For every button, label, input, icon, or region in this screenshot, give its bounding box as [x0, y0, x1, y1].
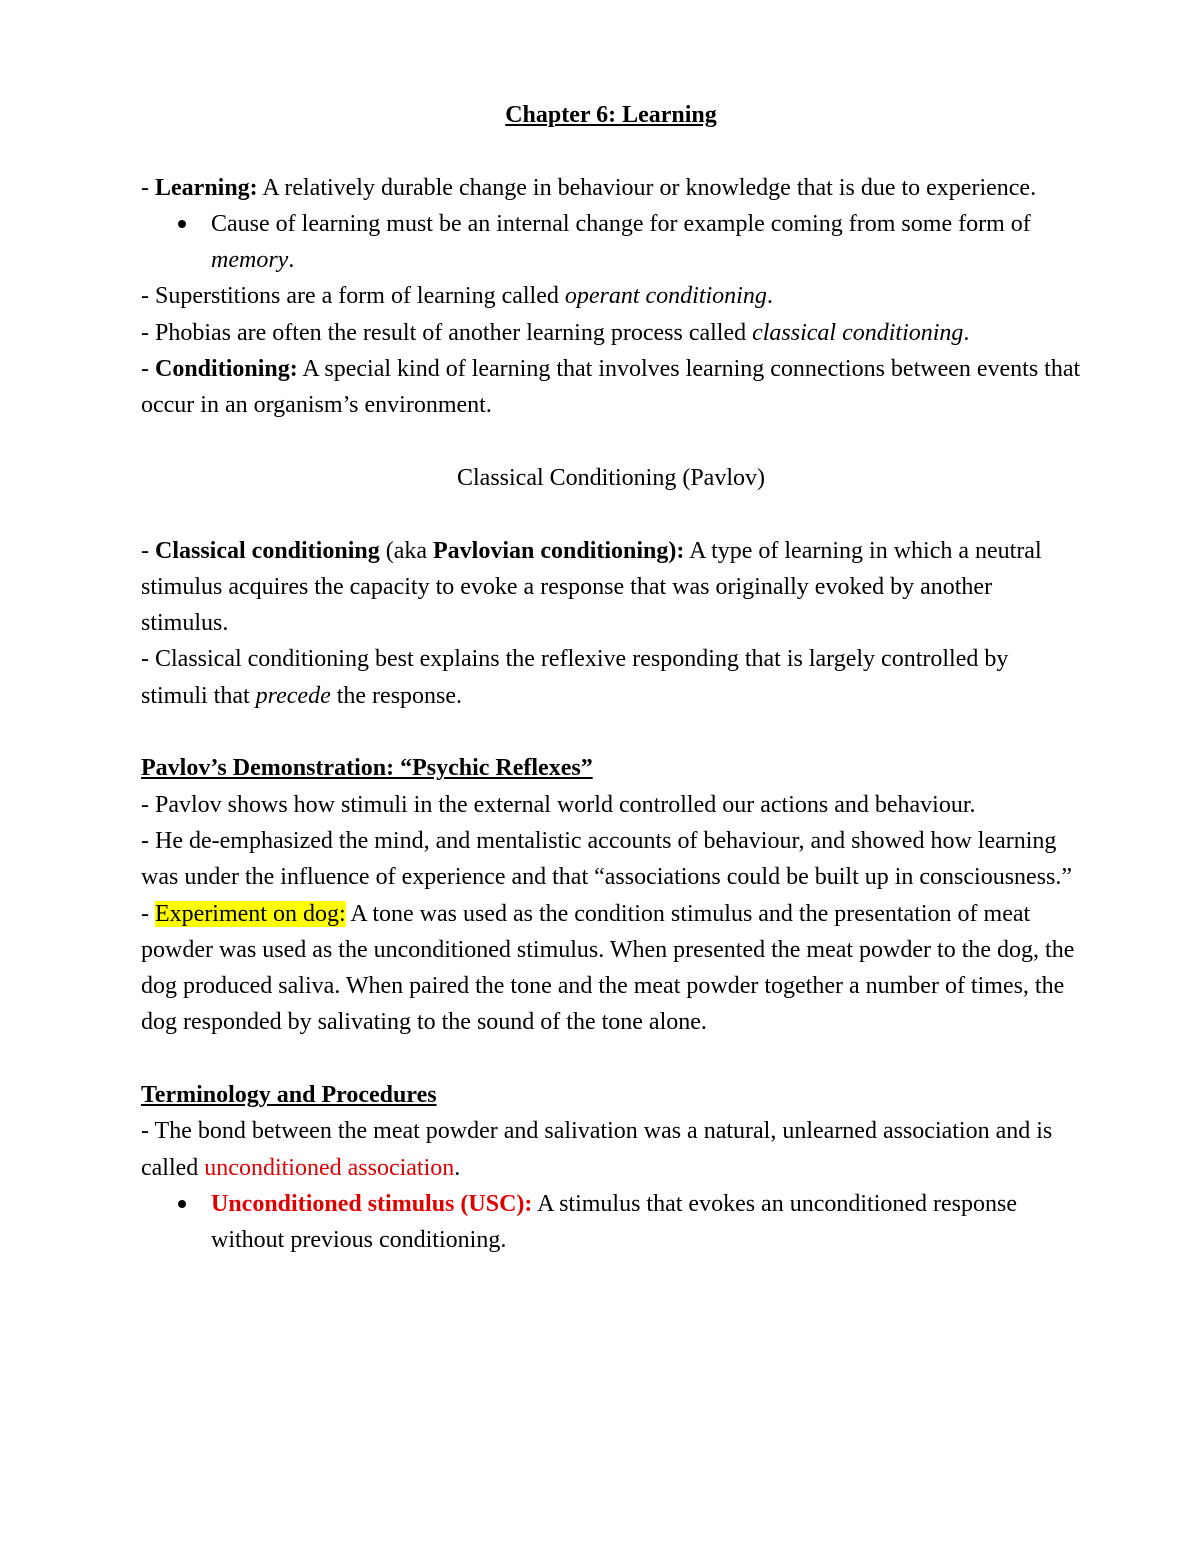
- italic-precede: precede: [255, 682, 331, 709]
- paragraph-text: - Superstitions are a form of learning called: [141, 283, 565, 310]
- heading-terminology-line: [141, 1077, 1081, 1113]
- definition-text: A relatively durable change in behaviour or knowledge that is due to experience.: [257, 174, 1037, 201]
- heading-pavlov-demonstration: Pavlov’s Demonstration: “Psychic Reflexes”: [141, 755, 593, 782]
- paragraph-learning-definition: [141, 170, 1081, 206]
- paragraph-classical-best-explains: [141, 641, 1081, 714]
- definition-text: A special kind of learning that involves learning connections between events that occur in an organism’s environment.: [141, 356, 1081, 419]
- red-unconditioned-association: unconditioned association: [204, 1154, 455, 1181]
- heading-pavlov-line: [141, 750, 1081, 786]
- punctuation: .: [288, 247, 295, 274]
- bullet-unconditioned-stimulus: [141, 1186, 1081, 1259]
- italic-classical-conditioning: classical conditioning: [752, 319, 964, 346]
- punctuation: .: [766, 283, 773, 310]
- italic-memory: memory: [211, 247, 289, 274]
- paragraph-phobias: [141, 315, 1081, 351]
- highlight-experiment-on-dog: Experiment on dog:: [155, 900, 346, 927]
- punctuation: .: [963, 319, 970, 346]
- term-learning: Learning:: [155, 174, 258, 201]
- paragraph-pavlov-stimuli: - Pavlov shows how stimuli in the external world controlled our actions and behaviour.: [141, 791, 976, 818]
- paragraph-text: - The bond between the meat powder and salivation was a natural, unlearned association and is called: [141, 1118, 1053, 1181]
- blank-line: [141, 496, 1081, 532]
- term-close: ):: [668, 537, 685, 564]
- definition-text: A type of learning in which a neutral stimulus acquires the capacity to evoke a response that was originally evoked by another stimulus.: [141, 537, 1042, 637]
- punctuation: .: [454, 1154, 461, 1181]
- paragraph-superstitions: [141, 278, 1081, 314]
- term-conditioning: Conditioning:: [155, 356, 298, 383]
- dash: -: [141, 537, 155, 564]
- blank-line: [141, 133, 1081, 169]
- dash: -: [141, 356, 155, 383]
- bullet-cause-of-learning: [141, 206, 1081, 279]
- paragraph-end: the response.: [330, 682, 463, 709]
- paragraph-experiment-on-dog: [141, 896, 1081, 1041]
- dash: -: [141, 900, 155, 927]
- term-pavlovian-conditioning: Pavlovian conditioning: [433, 537, 669, 564]
- paragraph-text: - Phobias are often the result of another learning process called: [141, 319, 753, 346]
- document-body: [141, 97, 1081, 1259]
- paragraph-bond: [141, 1113, 1081, 1186]
- term-classical-conditioning: Classical conditioning: [155, 537, 380, 564]
- italic-operant-conditioning: operant conditioning: [564, 283, 767, 310]
- heading-terminology-procedures: Terminology and Procedures: [141, 1082, 437, 1109]
- blank-line: [141, 1041, 1081, 1077]
- bullet-text: Cause of learning must be an internal change for example coming from some form of: [211, 210, 1031, 237]
- chapter-title-line: [141, 97, 1081, 133]
- paragraph-text: - Classical conditioning best explains the reflexive responding that is largely controlled by stimuli that: [141, 646, 1009, 709]
- paragraph-classical-definition: [141, 533, 1081, 642]
- dash: -: [141, 174, 155, 201]
- term-unconditioned-stimulus: Unconditioned stimulus (USC):: [211, 1190, 533, 1217]
- definition-text: A stimulus that evokes an unconditioned response without previous conditioning.: [211, 1190, 1017, 1254]
- aka-text: (aka: [379, 537, 434, 564]
- paragraph-pavlov-mind: - He de-emphasized the mind, and mentalistic accounts of behaviour, and showed how learning was under the influence of experience and that “associations could be built up in consciousness.”: [141, 827, 1073, 891]
- blank-line: [141, 714, 1081, 750]
- blank-line: [141, 424, 1081, 460]
- paragraph-conditioning-definition: [141, 351, 1081, 424]
- section-title-classical-conditioning: Classical Conditioning (Pavlov): [457, 464, 765, 491]
- paragraph-text: A tone was used as the condition stimulus and the presentation of meat powder was used as the unconditioned stimulus. When presented the meat powder to the dog, the dog produced saliva. When paired the tone and the meat powder together a number of times, the dog responded by salivating to the sound of the tone alone.: [141, 900, 1075, 1036]
- chapter-title: Chapter 6: Learning: [505, 102, 717, 128]
